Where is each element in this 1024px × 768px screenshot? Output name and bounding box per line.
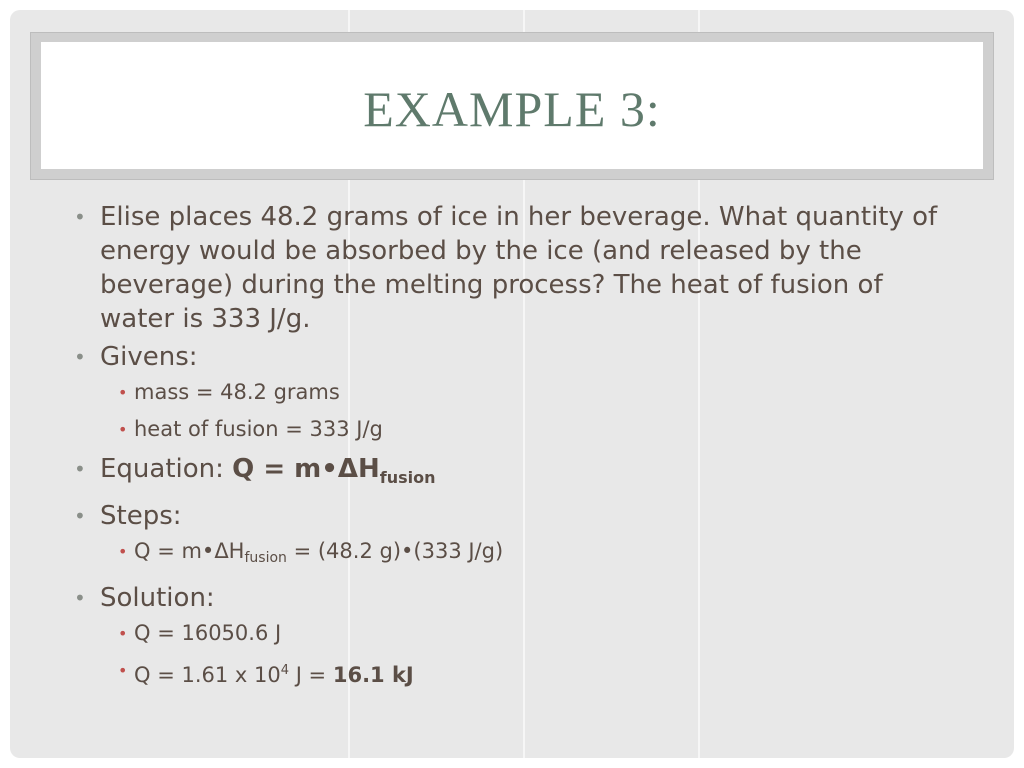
step-suffix: = (48.2 g)•(333 J/g) xyxy=(286,539,504,563)
slide xyxy=(10,10,1014,758)
step-item xyxy=(74,537,954,573)
bullet-dot-icon: • xyxy=(118,661,128,680)
bullet-problem xyxy=(74,200,954,336)
bullet-equation xyxy=(74,452,954,495)
givens-label: Givens: xyxy=(100,342,198,372)
title-box xyxy=(41,42,983,169)
solution-2-exponent: 4 xyxy=(280,663,290,678)
equation-label: Equation: xyxy=(100,454,224,484)
equation-subscript: fusion xyxy=(379,468,436,487)
solution-1-text: Q = 16050.6 J xyxy=(134,621,282,645)
given-mass-text: mass = 48.2 grams xyxy=(134,380,340,404)
solution-2-mid: J = xyxy=(289,663,333,687)
given-mass xyxy=(74,378,954,407)
bullet-solution xyxy=(74,581,954,615)
equation-main: Q = m•ΔH xyxy=(232,454,380,484)
slide-body xyxy=(74,200,954,698)
slide-title: EXAMPLE 3: xyxy=(363,80,661,137)
bullet-dot-icon: • xyxy=(74,345,86,369)
bullet-dot-icon: • xyxy=(118,542,128,561)
bullet-dot-icon: • xyxy=(118,383,128,402)
bullet-dot-icon: • xyxy=(118,624,128,643)
bullet-givens xyxy=(74,340,954,374)
bullet-dot-icon: • xyxy=(118,420,128,439)
solution-item-1 xyxy=(74,619,954,648)
solution-label: Solution: xyxy=(100,583,215,613)
bullet-dot-icon: • xyxy=(74,504,86,528)
given-heat xyxy=(74,415,954,444)
bullet-dot-icon: • xyxy=(74,586,86,610)
solution-item-2 xyxy=(74,656,954,690)
step-subscript: fusion xyxy=(244,550,287,566)
bullet-steps xyxy=(74,499,954,533)
steps-label: Steps: xyxy=(100,501,182,531)
bullet-dot-icon: • xyxy=(74,457,86,481)
solution-2-prefix: Q = 1.61 x 10 xyxy=(134,663,281,687)
problem-text: Elise places 48.2 grams of ice in her beverage. What quantity of energy would be absorbed by the ice (and released by the beverage) during the melting process? The heat of fusion of water is 333 J/g. xyxy=(100,202,938,334)
solution-2-answer: 16.1 kJ xyxy=(332,663,414,687)
given-heat-text: heat of fusion = 333 J/g xyxy=(134,417,383,441)
title-frame xyxy=(30,32,994,180)
step-prefix: Q = m•ΔH xyxy=(134,539,245,563)
bullet-dot-icon: • xyxy=(74,205,86,229)
